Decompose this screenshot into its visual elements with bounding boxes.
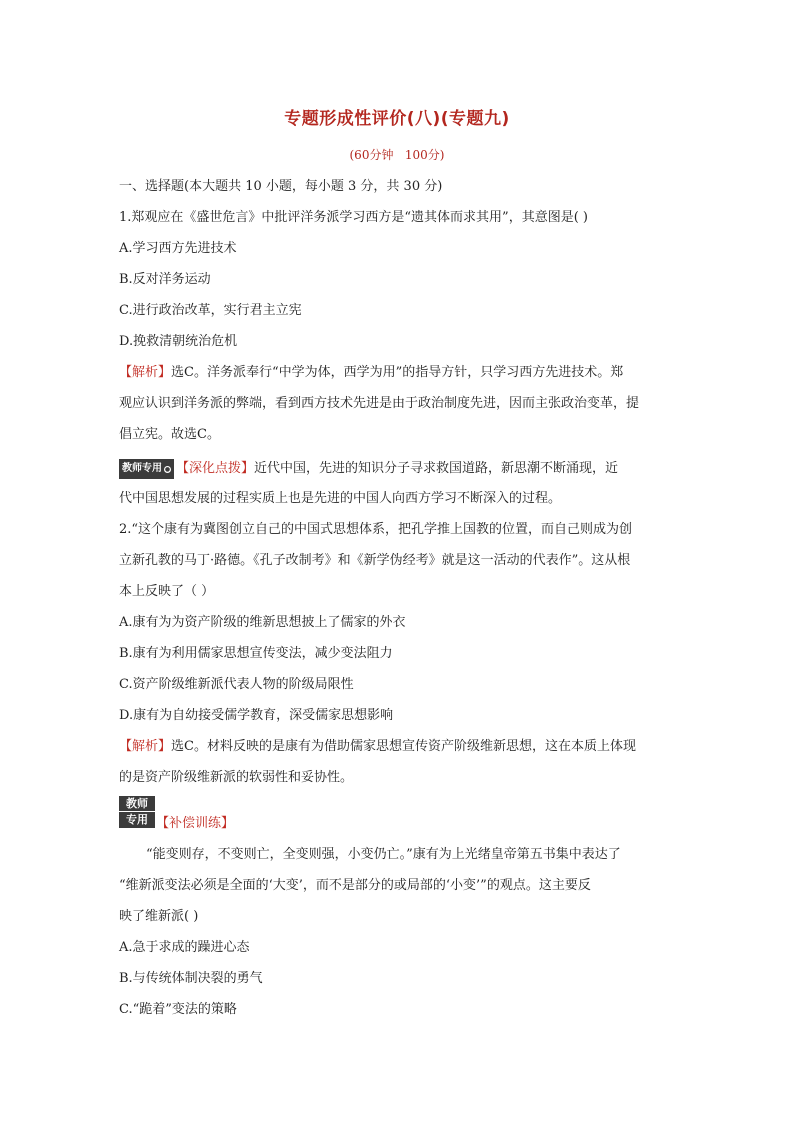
question-1-stem: 1.郑观应在《盛世危言》中批评洋务派学习西方是“遗其体而求其用”，其意图是( )	[119, 210, 588, 225]
supplement-label: 【补偿训练】	[156, 816, 235, 831]
question-2-option-a: A.康有为为资产阶级的维新思想披上了儒家的外衣	[119, 615, 406, 630]
supplement-option-a: A.急于求成的躁进心态	[119, 940, 250, 955]
deepen-line: 代中国思想发展的过程实质上也是先进的中国人向西方学习不断深入的过程。	[119, 491, 562, 506]
analysis-label: 【解析】	[119, 739, 172, 754]
question-2-stem-line: 2.“这个康有为冀图创立自己的中国式思想体系，把孔学推上国教的位置，而自己则成为创	[119, 522, 633, 537]
supplement-stem-line: 映了维新派( )	[119, 909, 199, 924]
page-subtitle: (60分钟 100分)	[349, 148, 445, 162]
analysis-label: 【解析】	[119, 365, 172, 380]
question-2-stem-line: 立新孔教的马丁·路德。《孔子改制考》和《新学伪经考》就是这一活动的代表作”。这从根	[119, 553, 631, 568]
question-1-option-b: B.反对洋务运动	[119, 272, 211, 287]
question-1-analysis-line: 【解析】选C。洋务派奉行“中学为体，西学为用”的指导方针，只学习西方先进技术。郑	[119, 365, 624, 380]
section-heading: 一、选择题(本大题共 10 小题，每小题 3 分，共 30 分)	[119, 179, 443, 194]
question-1-analysis-line: 倡立宪。故选C。	[119, 427, 220, 442]
deepen-line: 教师专用 ● 【深化点拨】近代中国，先进的知识分子寻求救国道路，新思潮不断涌现，近	[119, 459, 679, 479]
supplement-stem-line: “维新派变法必须是全面的‘大变’，而不是部分的或局部的‘小变’”的观点。这主要反	[119, 878, 591, 893]
question-2-option-b: B.康有为利用儒家思想宣传变法，减少变法阻力	[119, 646, 393, 661]
question-2-option-c: C.资产阶级维新派代表人物的阶级局限性	[119, 677, 354, 692]
supplement-option-b: B.与传统体制决裂的勇气	[119, 971, 263, 986]
question-2-option-d: D.康有为自幼接受儒学教育，深受儒家思想影响	[119, 708, 394, 723]
question-1-option-d: D.挽救清朝统治危机	[119, 334, 238, 349]
supplement-stem-line: “能变则存，不变则亡，全变则强，小变仍亡。”康有为上光绪皇帝第五书集中表达了	[146, 847, 621, 862]
gear-icon: ●	[164, 466, 171, 473]
teacher-only-stamp: 教师 专用	[119, 796, 155, 828]
supplement-option-c: C.“跪着”变法的策略	[119, 1002, 237, 1017]
question-1-analysis-line: 观应认识到洋务派的弊端，看到西方技术先进是由于政治制度先进，因而主张政治变革，提	[119, 396, 640, 411]
question-1-option-a: A.学习西方先进技术	[119, 241, 237, 256]
question-2-analysis-line: 【解析】选C。材料反映的是康有为借助儒家思想宣传资产阶级维新思想，这在本质上体现	[119, 739, 636, 754]
question-2-analysis-line: 的是资产阶级维新派的软弱性和妥协性。	[119, 770, 354, 785]
page-title: 专题形成性评价(八)(专题九)	[284, 109, 510, 129]
question-1-option-c: C.进行政治改革，实行君主立宪	[119, 303, 302, 318]
question-2-stem-line: 本上反映了（ ）	[119, 584, 215, 599]
teacher-only-tag: 教师专用 ●	[119, 459, 174, 479]
deepen-label: 【深化点拨】	[176, 461, 255, 476]
